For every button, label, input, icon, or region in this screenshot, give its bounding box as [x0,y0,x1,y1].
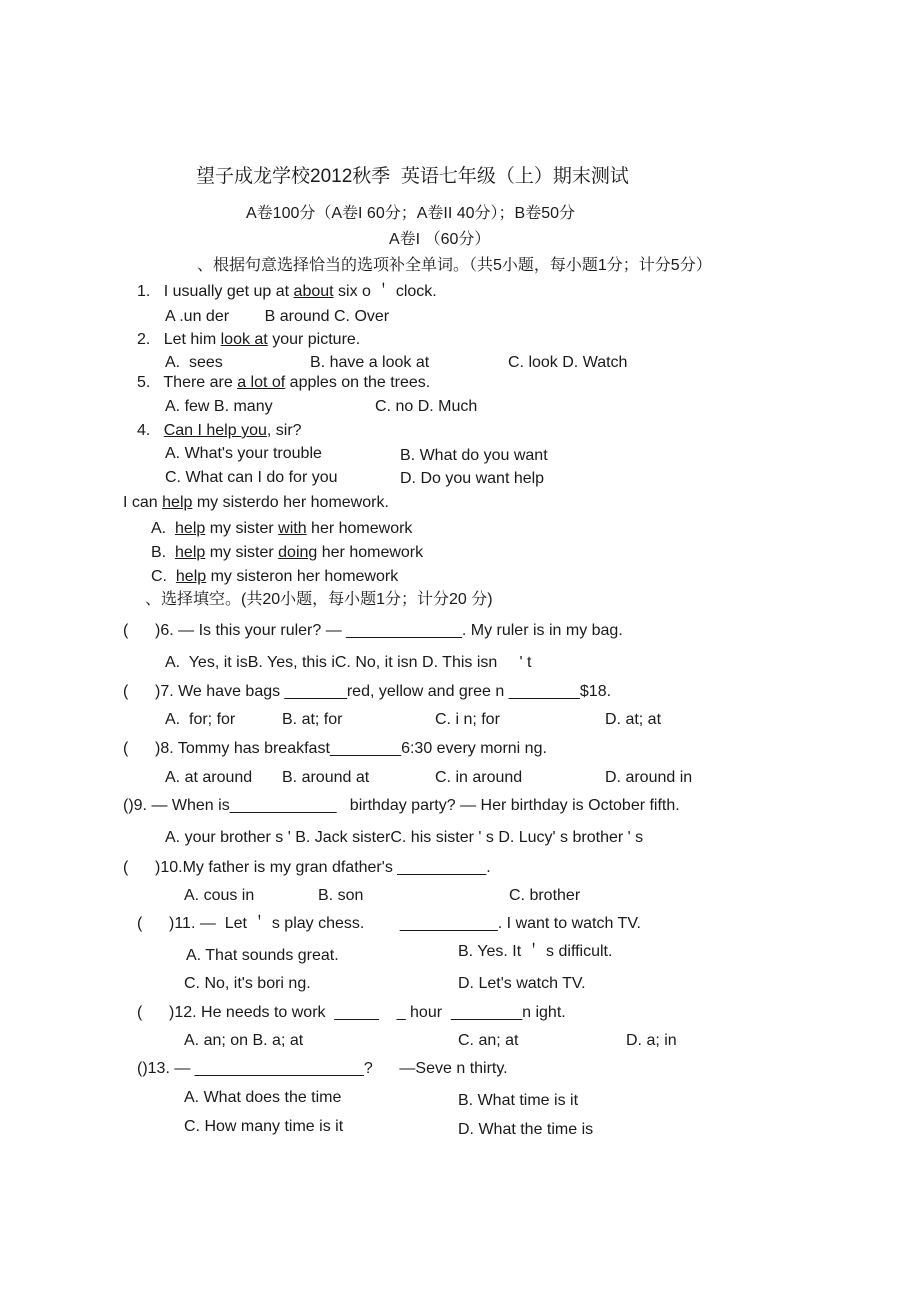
score-breakdown: A卷100分（A卷I 60分；A卷II 40分）；B卷50分 [246,205,576,222]
question-7-option-b: B. at; for [282,711,343,728]
question-2: 2. Let him look at your picture. [137,331,361,348]
question-11: ( )11. — Let ＇ s play chess. ___________. I want to watch TV. [137,915,641,932]
question-5: I can help my sisterdo her homework. [123,494,389,511]
question-6-options: A. Yes, it isB. Yes, this iC. No, it isn D. This isn ' t [165,654,532,671]
section-label: A卷I （60分） [389,231,491,248]
question-13-option-a: A. What does the time [184,1089,342,1106]
question-2-option-cd: C. look D. Watch [508,354,628,371]
question-7-option-c: C. i n; for [435,711,500,728]
question-4-option-b: B. What do you want [400,447,548,464]
question-number: 4. [137,422,151,439]
underlined-word: look at [220,331,268,348]
question-11-option-b: B. Yes. It ＇ s difficult. [458,943,613,960]
question-5-option-c: C. help my sisteron her homework [151,568,399,585]
question-4-option-c: C. What can I do for you [165,469,338,486]
underlined-word: Can I help you [163,422,267,439]
underlined-word: a lot of [237,374,286,391]
question-7-option-d: D. at; at [605,711,662,728]
part2-heading: 、选择填空。(共20小题，每小题1分；计分20 分) [145,591,493,608]
question-2-option-a: A. sees [165,354,223,371]
question-10-option-c: C. brother [509,887,581,904]
question-13-option-c: C. How many time is it [184,1118,344,1135]
question-8-option-a: A. at around [165,769,253,786]
question-3-option-cd: C. no D. Much [375,398,478,415]
part1-heading: 、根据句意选择恰当的选项补全单词。（共5小题，每小题1分；计分5分） [197,257,712,274]
exam-title: 望子成龙学校2012秋季 英语七年级（上）期末测试 [196,166,629,187]
question-4: 4. Can I help you, sir? [137,422,302,439]
question-3-option-ab: A. few B. many [165,398,273,415]
question-7: ( )7. We have bags _______red, yellow and gree n ________$18. [123,683,612,700]
question-5-option-a: A. help my sister with her homework [151,520,413,537]
question-9: ()9. — When is____________ birthday party? — Her birthday is October fifth. [123,797,680,814]
question-4-option-a: A. What's your trouble [165,445,322,462]
question-11-option-d: D. Let's watch TV. [458,975,586,992]
question-12-option-d: D. a; in [626,1032,677,1049]
question-7-option-a: A. for; for [165,711,236,728]
question-12-option-c: C. an; at [458,1032,519,1049]
question-13-option-d: D. What the time is [458,1121,594,1138]
question-10-option-a: A. cous in [184,887,255,904]
question-13-option-b: B. What time is it [458,1092,579,1109]
question-11-option-c: C. No, it's bori ng. [184,975,311,992]
question-1-options: A .un der B around C. Over [165,308,390,325]
question-8-option-d: D. around in [605,769,693,786]
question-2-option-b: B. have a look at [310,354,430,371]
question-number: 2. [137,331,151,348]
question-10-option-b: B. son [318,887,364,904]
question-5-option-b: B. help my sister doing her homework [151,544,424,561]
underlined-word: help [162,494,193,511]
question-8: ( )8. Tommy has breakfast________6:30 every morni ng. [123,740,547,757]
question-number: 1. [137,283,151,300]
underlined-word: about [293,283,334,300]
question-10: ( )10.My father is my gran dfather's __________. [123,859,491,876]
question-8-option-c: C. in around [435,769,523,786]
question-13: ()13. — ___________________? —Seve n thirty. [137,1060,508,1077]
question-6: ( )6. — Is this your ruler? — _____________. My ruler is in my bag. [123,622,623,639]
question-4-option-d: D. Do you want help [400,470,545,487]
question-12: ( )12. He needs to work _____ _ hour ________n ight. [137,1004,566,1021]
question-9-options: A. your brother s ' B. Jack sisterC. his sister ' s D. Lucy' s brother ' s [165,829,644,846]
question-8-option-b: B. around at [282,769,370,786]
question-number: 5. [137,374,151,391]
question-11-option-a: A. That sounds great. [186,947,339,964]
question-12-option-ab: A. an; on B. a; at [184,1032,304,1049]
question-1: 1. I usually get up at about six o ＇ clock. [137,283,437,300]
question-3: 5. There are a lot of apples on the trees. [137,374,431,391]
